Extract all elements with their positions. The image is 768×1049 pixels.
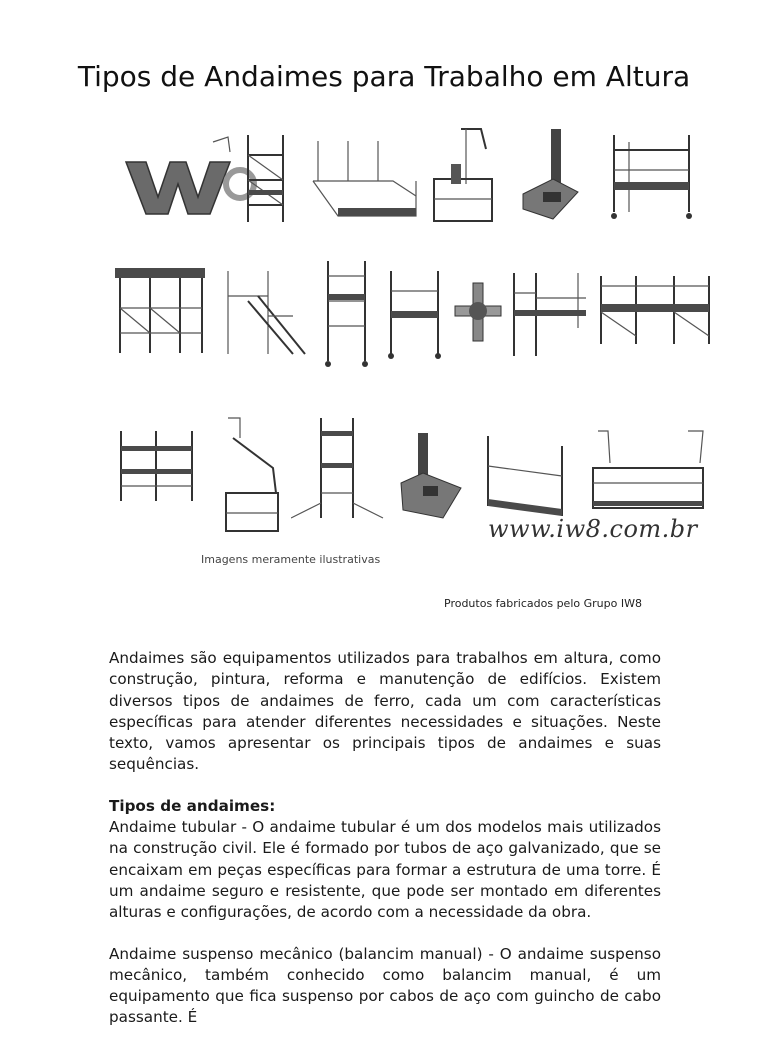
cradle-with-rig-image bbox=[588, 423, 713, 518]
facade-scaffold-image bbox=[116, 426, 198, 504]
suspended-platform-image bbox=[308, 136, 420, 221]
rolling-tower-image bbox=[320, 256, 375, 368]
manufacturer-credit: Produtos fabricados pelo Grupo IW8 bbox=[444, 597, 642, 610]
suspended-cradle-arm-image bbox=[218, 413, 283, 538]
winch-machine-image bbox=[393, 428, 468, 523]
scaffold-frame-structure-image bbox=[110, 263, 210, 358]
suspended-platform-gondola-image bbox=[480, 431, 570, 521]
suspended-winch-image bbox=[513, 124, 583, 224]
page-title: Tipos de Andaimes para Trabalho em Altura bbox=[77, 60, 691, 93]
small-mobile-platform-image bbox=[383, 266, 445, 361]
intro-paragraph: Andaimes são equipamentos utilizados para trabalhos em altura, como construção, pintura, reforma e manutenção de edifícios. Existem diversos tipos de andaimes de ferro, cada um com características específicas para atender diferentes necessidades e situações. Neste texto, vamos apresentar os principais tipos de andaimes e suas sequências. bbox=[109, 649, 661, 774]
section-heading: Tipos de andaimes: bbox=[109, 796, 276, 815]
tubular-tower-scaffold-image bbox=[238, 130, 298, 225]
mobile-scaffold-image bbox=[604, 130, 699, 220]
website-url: www.iw8.com.br bbox=[488, 515, 698, 543]
scaffold-image-collage bbox=[108, 118, 718, 578]
suspended-scaffold-paragraph: Andaime suspenso mecânico (balancim manual) - O andaime suspenso mecânico, também conhecido como balancim manual, é um equipamento que fica suspenso por cabos de aço com guincho de cabo passante. É bbox=[109, 944, 661, 1027]
wide-scaffold-frame-image bbox=[596, 266, 714, 351]
iw8-logo bbox=[118, 132, 258, 222]
tall-rolling-tower-image bbox=[291, 413, 386, 525]
tubular-scaffold-paragraph: Andaime tubular - O andaime tubular é um dos modelos mais utilizados na construção civil. Ele é formado por tubos de aço galvanizado, que se encaixam em peças específicas para formar a estrutura de uma torre. É um andaime seguro e resistente, que pode ser montado em diferentes alturas e configurações, de acordo com a necessidade da obra. bbox=[109, 818, 661, 922]
scaffold-coupler-image bbox=[453, 278, 503, 343]
image-caption: Imagens meramente ilustrativas bbox=[201, 553, 381, 566]
stair-tower-scaffold-image bbox=[223, 266, 311, 358]
article-body bbox=[109, 648, 661, 1049]
single-person-cradle-image bbox=[426, 124, 501, 229]
extended-tower-platform-image bbox=[506, 268, 591, 360]
